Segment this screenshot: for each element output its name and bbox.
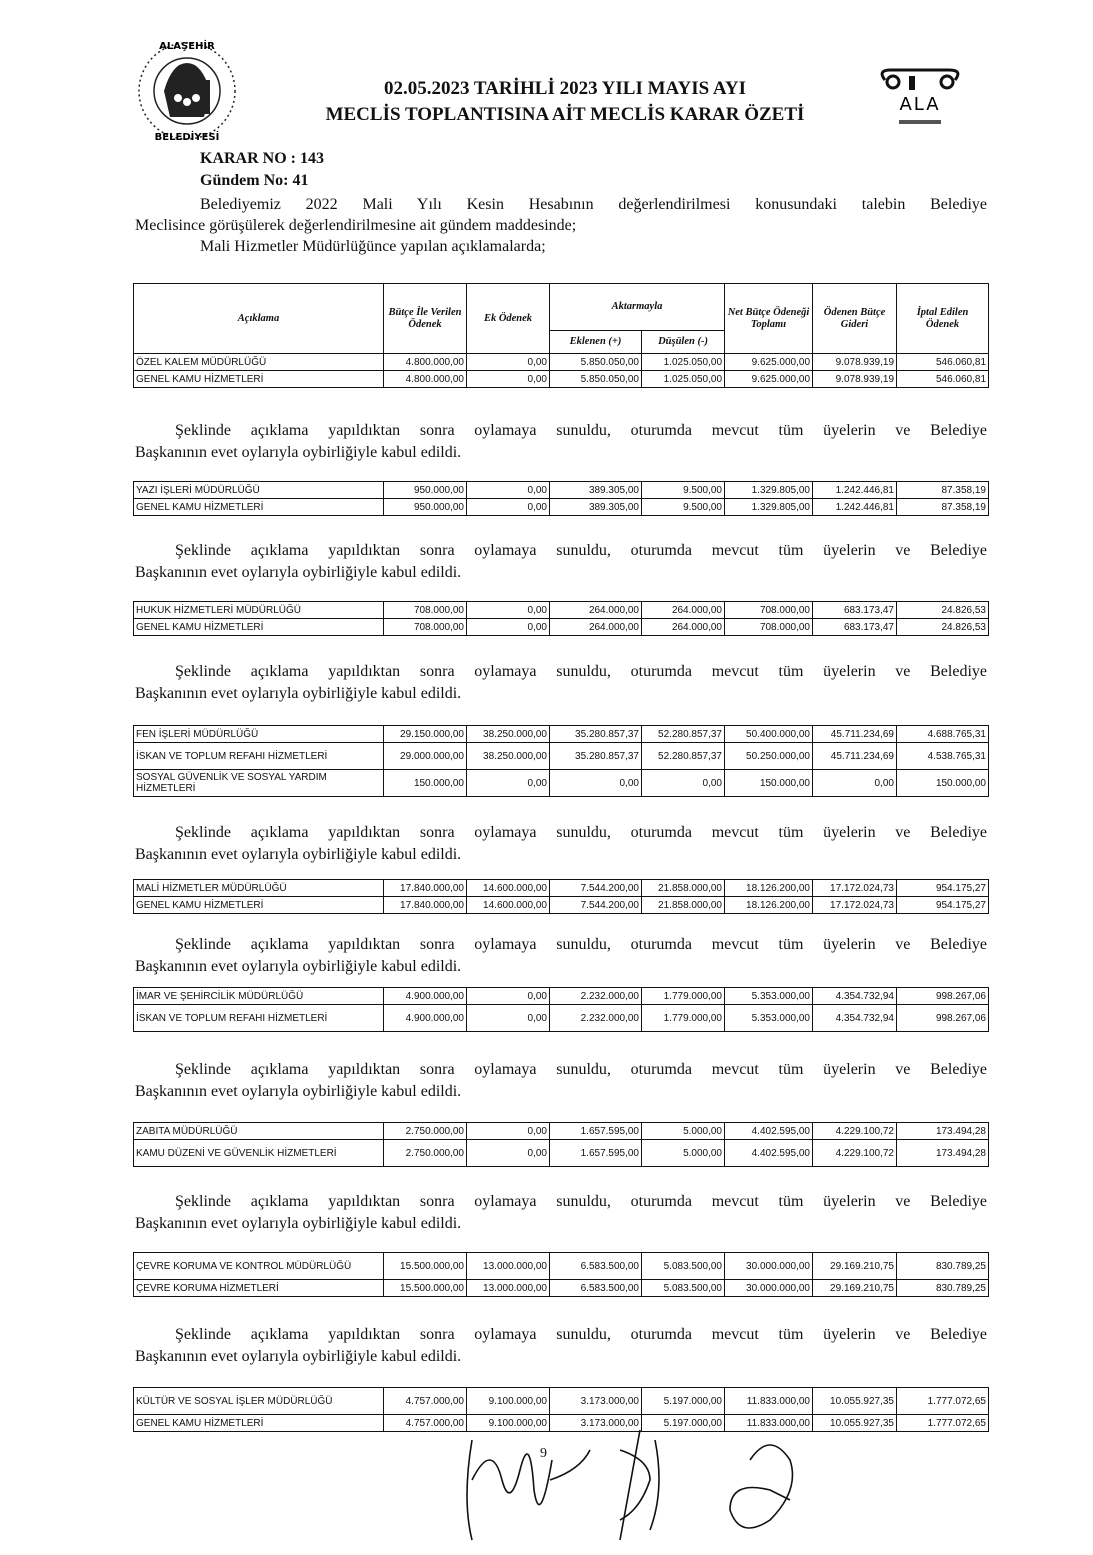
cell-odenen: 4.229.100,72 xyxy=(813,1140,897,1167)
header-butce: Bütçe İle Verilen Ödenek xyxy=(384,284,467,354)
budget-table-5 xyxy=(133,879,989,914)
cell-odenen: 10.055.927,35 xyxy=(813,1415,897,1432)
cell-iptal: 954.175,27 xyxy=(897,880,989,897)
vote-result-text xyxy=(135,661,987,705)
cell-dusulen: 52.280.857,37 xyxy=(642,743,725,770)
karar-no: KARAR NO : 143 xyxy=(200,150,324,167)
row-label: SOSYAL GÜVENLİK VE SOSYAL YARDIM HİZMETLERİ xyxy=(134,770,384,797)
cell-net: 11.833.000,00 xyxy=(725,1388,813,1415)
cell-butce: 29.000.000,00 xyxy=(384,743,467,770)
cell-eklenen: 7.544.200,00 xyxy=(550,897,642,914)
cell-butce: 4.800.000,00 xyxy=(384,371,467,388)
cell-iptal: 87.358,19 xyxy=(897,482,989,499)
cell-dusulen: 1.025.050,00 xyxy=(642,354,725,371)
cell-butce: 708.000,00 xyxy=(384,619,467,636)
cell-iptal: 4.538.765,31 xyxy=(897,743,989,770)
cell-ek: 0,00 xyxy=(467,988,550,1005)
cell-eklenen: 35.280.857,37 xyxy=(550,726,642,743)
cell-iptal: 173.494,28 xyxy=(897,1140,989,1167)
svg-text:BELEDİYESİ: BELEDİYESİ xyxy=(154,132,220,143)
cell-eklenen: 7.544.200,00 xyxy=(550,880,642,897)
table-row xyxy=(134,619,989,636)
cell-butce: 4.900.000,00 xyxy=(384,1005,467,1032)
cell-dusulen: 264.000,00 xyxy=(642,619,725,636)
budget-table-8 xyxy=(133,1252,989,1297)
row-label: GENEL KAMU HİZMETLERİ xyxy=(134,897,384,914)
cell-odenen: 4.354.732,94 xyxy=(813,988,897,1005)
intro-line-2: Meclisince görüşülerek değerlendirilmesine ait gündem maddesinde; xyxy=(135,217,577,234)
cell-net: 11.833.000,00 xyxy=(725,1415,813,1432)
cell-iptal: 546.060,81 xyxy=(897,371,989,388)
cell-eklenen: 6.583.500,00 xyxy=(550,1253,642,1280)
cell-net: 150.000,00 xyxy=(725,770,813,797)
ala-logo xyxy=(875,66,965,132)
cell-butce: 15.500.000,00 xyxy=(384,1253,467,1280)
header-aciklama: Açıklama xyxy=(134,284,384,354)
table-row xyxy=(134,1253,989,1280)
cell-eklenen: 389.305,00 xyxy=(550,499,642,516)
cell-butce: 4.757.000,00 xyxy=(384,1415,467,1432)
cell-eklenen: 6.583.500,00 xyxy=(550,1280,642,1297)
vote-line-2: Başkanının evet oylarıyla oybirliğiyle kabul edildi. xyxy=(135,1215,462,1232)
cell-ek: 0,00 xyxy=(467,1140,550,1167)
cell-eklenen: 3.173.000,00 xyxy=(550,1388,642,1415)
vote-line-1: Şeklinde açıklama yapıldıktan sonra oylamaya sunuldu, oturumda mevcut tüm üyelerin ve Belediye xyxy=(175,936,987,953)
cell-odenen: 45.711.234,69 xyxy=(813,743,897,770)
cell-dusulen: 5.000,00 xyxy=(642,1140,725,1167)
cell-odenen: 683.173,47 xyxy=(813,602,897,619)
row-label: İMAR VE ŞEHİRCİLİK MÜDÜRLÜĞÜ xyxy=(134,988,384,1005)
cell-iptal: 24.826,53 xyxy=(897,619,989,636)
vote-line-2: Başkanının evet oylarıyla oybirliğiyle kabul edildi. xyxy=(135,1083,462,1100)
budget-table-4 xyxy=(133,725,989,797)
svg-text:ALAŞEHİR: ALAŞEHİR xyxy=(159,41,215,52)
cell-iptal: 546.060,81 xyxy=(897,354,989,371)
cell-net: 4.402.595,00 xyxy=(725,1140,813,1167)
cell-butce: 2.750.000,00 xyxy=(384,1140,467,1167)
cell-net: 708.000,00 xyxy=(725,619,813,636)
cell-dusulen: 1.025.050,00 xyxy=(642,371,725,388)
cell-odenen: 17.172.024,73 xyxy=(813,897,897,914)
row-label: GENEL KAMU HİZMETLERİ xyxy=(134,499,384,516)
vote-line-1: Şeklinde açıklama yapıldıktan sonra oylamaya sunuldu, oturumda mevcut tüm üyelerin ve Belediye xyxy=(175,422,987,439)
cell-iptal: 830.789,25 xyxy=(897,1280,989,1297)
row-label: ÇEVRE KORUMA HİZMETLERİ xyxy=(134,1280,384,1297)
cell-odenen: 17.172.024,73 xyxy=(813,880,897,897)
vote-line-1: Şeklinde açıklama yapıldıktan sonra oylamaya sunuldu, oturumda mevcut tüm üyelerin ve Belediye xyxy=(175,542,987,559)
cell-iptal: 830.789,25 xyxy=(897,1253,989,1280)
cell-odenen: 1.242.446,81 xyxy=(813,499,897,516)
vote-result-text xyxy=(135,934,987,978)
cell-iptal: 150.000,00 xyxy=(897,770,989,797)
budget-table-1 xyxy=(133,283,989,388)
cell-dusulen: 21.858.000,00 xyxy=(642,880,725,897)
row-label: GENEL KAMU HİZMETLERİ xyxy=(134,371,384,388)
cell-dusulen: 1.779.000,00 xyxy=(642,1005,725,1032)
cell-eklenen: 5.850.050,00 xyxy=(550,371,642,388)
cell-dusulen: 5.197.000,00 xyxy=(642,1388,725,1415)
cell-butce: 29.150.000,00 xyxy=(384,726,467,743)
vote-line-1: Şeklinde açıklama yapıldıktan sonra oylamaya sunuldu, oturumda mevcut tüm üyelerin ve Belediye xyxy=(175,663,987,680)
row-label: ÇEVRE KORUMA VE KONTROL MÜDÜRLÜĞÜ xyxy=(134,1253,384,1280)
cell-net: 1.329.805,00 xyxy=(725,482,813,499)
cell-dusulen: 0,00 xyxy=(642,770,725,797)
cell-dusulen: 52.280.857,37 xyxy=(642,726,725,743)
cell-eklenen: 264.000,00 xyxy=(550,619,642,636)
cell-ek: 38.250.000,00 xyxy=(467,743,550,770)
cell-net: 5.353.000,00 xyxy=(725,988,813,1005)
vote-line-2: Başkanının evet oylarıyla oybirliğiyle kabul edildi. xyxy=(135,444,462,461)
table-row xyxy=(134,1388,989,1415)
row-label: ÖZEL KALEM MÜDÜRLÜĞÜ xyxy=(134,354,384,371)
cell-iptal: 998.267,06 xyxy=(897,1005,989,1032)
budget-table-3 xyxy=(133,601,989,636)
cell-dusulen: 5.197.000,00 xyxy=(642,1415,725,1432)
cell-ek: 9.100.000,00 xyxy=(467,1388,550,1415)
header-aktarmayla: Aktarmayla xyxy=(550,284,725,331)
cell-eklenen: 264.000,00 xyxy=(550,602,642,619)
cell-eklenen: 3.173.000,00 xyxy=(550,1415,642,1432)
table-row xyxy=(134,726,989,743)
cell-dusulen: 9.500,00 xyxy=(642,482,725,499)
cell-eklenen: 0,00 xyxy=(550,770,642,797)
cell-dusulen: 9.500,00 xyxy=(642,499,725,516)
header-iptal: İptal Edilen Ödenek xyxy=(897,284,989,354)
cell-net: 18.126.200,00 xyxy=(725,880,813,897)
cell-butce: 2.750.000,00 xyxy=(384,1123,467,1140)
vote-line-2: Başkanının evet oylarıyla oybirliğiyle kabul edildi. xyxy=(135,958,462,975)
page-title xyxy=(250,76,880,128)
cell-odenen: 10.055.927,35 xyxy=(813,1388,897,1415)
cell-dusulen: 264.000,00 xyxy=(642,602,725,619)
vote-result-text xyxy=(135,822,987,866)
intro-line-3: Mali Hizmetler Müdürlüğünce yapılan açıklamalarda; xyxy=(200,238,546,255)
cell-iptal: 1.777.072,65 xyxy=(897,1388,989,1415)
cell-net: 18.126.200,00 xyxy=(725,897,813,914)
gundem-no: Gündem No: 41 xyxy=(200,172,309,189)
municipality-seal-logo xyxy=(134,36,240,146)
cell-net: 708.000,00 xyxy=(725,602,813,619)
cell-iptal: 87.358,19 xyxy=(897,499,989,516)
signatures xyxy=(450,1420,830,1550)
cell-eklenen: 5.850.050,00 xyxy=(550,354,642,371)
row-label: ZABITA MÜDÜRLÜĞÜ xyxy=(134,1123,384,1140)
cell-odenen: 45.711.234,69 xyxy=(813,726,897,743)
cell-net: 30.000.000,00 xyxy=(725,1280,813,1297)
cell-ek: 14.600.000,00 xyxy=(467,880,550,897)
cell-odenen: 9.078.939,19 xyxy=(813,354,897,371)
cell-ek: 0,00 xyxy=(467,1005,550,1032)
vote-line-1: Şeklinde açıklama yapıldıktan sonra oylamaya sunuldu, oturumda mevcut tüm üyelerin ve Belediye xyxy=(175,1193,987,1210)
cell-ek: 0,00 xyxy=(467,371,550,388)
title-line-2: MECLİS TOPLANTISINA AİT MECLİS KARAR ÖZETİ xyxy=(325,104,805,125)
vote-line-1: Şeklinde açıklama yapıldıktan sonra oylamaya sunuldu, oturumda mevcut tüm üyelerin ve Belediye xyxy=(175,824,987,841)
vote-line-2: Başkanının evet oylarıyla oybirliğiyle kabul edildi. xyxy=(135,1348,462,1365)
header-dusulen: Düşülen (-) xyxy=(642,331,725,354)
budget-table-7 xyxy=(133,1122,989,1167)
vote-result-text xyxy=(135,1191,987,1235)
cell-ek: 13.000.000,00 xyxy=(467,1280,550,1297)
row-label: GENEL KAMU HİZMETLERİ xyxy=(134,1415,384,1432)
table-row xyxy=(134,499,989,516)
cell-net: 5.353.000,00 xyxy=(725,1005,813,1032)
cell-butce: 950.000,00 xyxy=(384,499,467,516)
cell-net: 1.329.805,00 xyxy=(725,499,813,516)
table-row xyxy=(134,988,989,1005)
cell-butce: 4.900.000,00 xyxy=(384,988,467,1005)
cell-butce: 17.840.000,00 xyxy=(384,880,467,897)
cell-net: 50.250.000,00 xyxy=(725,743,813,770)
cell-net: 4.402.595,00 xyxy=(725,1123,813,1140)
cell-ek: 0,00 xyxy=(467,354,550,371)
vote-result-text xyxy=(135,1059,987,1103)
table-row xyxy=(134,1005,989,1032)
cell-net: 9.625.000,00 xyxy=(725,354,813,371)
table-row xyxy=(134,897,989,914)
cell-iptal: 173.494,28 xyxy=(897,1123,989,1140)
vote-line-2: Başkanının evet oylarıyla oybirliğiyle kabul edildi. xyxy=(135,685,462,702)
row-label: MALİ HİZMETLER MÜDÜRLÜĞÜ xyxy=(134,880,384,897)
row-label: HUKUK HİZMETLERİ MÜDÜRLÜĞÜ xyxy=(134,602,384,619)
vote-line-1: Şeklinde açıklama yapıldıktan sonra oylamaya sunuldu, oturumda mevcut tüm üyelerin ve Belediye xyxy=(175,1326,987,1343)
cell-net: 50.400.000,00 xyxy=(725,726,813,743)
cell-ek: 38.250.000,00 xyxy=(467,726,550,743)
cell-net: 9.625.000,00 xyxy=(725,371,813,388)
cell-butce: 150.000,00 xyxy=(384,770,467,797)
vote-result-text xyxy=(135,540,987,584)
cell-odenen: 4.354.732,94 xyxy=(813,1005,897,1032)
cell-eklenen: 389.305,00 xyxy=(550,482,642,499)
cell-odenen: 0,00 xyxy=(813,770,897,797)
row-label: GENEL KAMU HİZMETLERİ xyxy=(134,619,384,636)
cell-iptal: 24.826,53 xyxy=(897,602,989,619)
page-number: 9 xyxy=(540,1446,547,1461)
cell-eklenen: 2.232.000,00 xyxy=(550,988,642,1005)
cell-net: 30.000.000,00 xyxy=(725,1253,813,1280)
table-row xyxy=(134,371,989,388)
cell-odenen: 1.242.446,81 xyxy=(813,482,897,499)
vote-line-2: Başkanının evet oylarıyla oybirliğiyle kabul edildi. xyxy=(135,846,462,863)
cell-butce: 950.000,00 xyxy=(384,482,467,499)
svg-text:ALA: ALA xyxy=(899,94,941,115)
cell-ek: 14.600.000,00 xyxy=(467,897,550,914)
row-label: YAZI İŞLERİ MÜDÜRLÜĞÜ xyxy=(134,482,384,499)
cell-butce: 17.840.000,00 xyxy=(384,897,467,914)
cell-butce: 4.757.000,00 xyxy=(384,1388,467,1415)
table-row xyxy=(134,1123,989,1140)
cell-ek: 0,00 xyxy=(467,602,550,619)
vote-line-1: Şeklinde açıklama yapıldıktan sonra oylamaya sunuldu, oturumda mevcut tüm üyelerin ve Belediye xyxy=(175,1061,987,1078)
title-line-1: 02.05.2023 TARİHLİ 2023 YILI MAYIS AYI xyxy=(384,78,746,99)
cell-odenen: 9.078.939,19 xyxy=(813,371,897,388)
cell-odenen: 683.173,47 xyxy=(813,619,897,636)
cell-butce: 708.000,00 xyxy=(384,602,467,619)
header-net: Net Bütçe Ödeneği Toplamı xyxy=(725,284,813,354)
cell-iptal: 1.777.072,65 xyxy=(897,1415,989,1432)
cell-dusulen: 5.083.500,00 xyxy=(642,1280,725,1297)
cell-dusulen: 5.083.500,00 xyxy=(642,1253,725,1280)
cell-odenen: 29.169.210,75 xyxy=(813,1253,897,1280)
cell-eklenen: 1.657.595,00 xyxy=(550,1123,642,1140)
row-label: KÜLTÜR VE SOSYAL İŞLER MÜDÜRLÜĞÜ xyxy=(134,1388,384,1415)
cell-butce: 15.500.000,00 xyxy=(384,1280,467,1297)
cell-iptal: 4.688.765,31 xyxy=(897,726,989,743)
intro-line-1: Belediyemiz 2022 Mali Yılı Kesin Hesabının değerlendirilmesi konusundaki talebin Belediye xyxy=(200,196,987,213)
cell-butce: 4.800.000,00 xyxy=(384,354,467,371)
header-odenen: Ödenen Bütçe Gideri xyxy=(813,284,897,354)
header-eklenen: Eklenen (+) xyxy=(550,331,642,354)
table-row xyxy=(134,770,989,797)
cell-dusulen: 21.858.000,00 xyxy=(642,897,725,914)
table-row xyxy=(134,602,989,619)
row-label: İSKAN VE TOPLUM REFAHI HİZMETLERİ xyxy=(134,1005,384,1032)
cell-iptal: 954.175,27 xyxy=(897,897,989,914)
cell-dusulen: 5.000,00 xyxy=(642,1123,725,1140)
cell-odenen: 29.169.210,75 xyxy=(813,1280,897,1297)
cell-ek: 13.000.000,00 xyxy=(467,1253,550,1280)
cell-ek: 0,00 xyxy=(467,619,550,636)
cell-ek: 0,00 xyxy=(467,1123,550,1140)
row-label: FEN İŞLERİ MÜDÜRLÜĞÜ xyxy=(134,726,384,743)
cell-ek: 0,00 xyxy=(467,482,550,499)
cell-eklenen: 2.232.000,00 xyxy=(550,1005,642,1032)
cell-eklenen: 1.657.595,00 xyxy=(550,1140,642,1167)
vote-result-text xyxy=(135,420,987,464)
table-row xyxy=(134,1140,989,1167)
cell-dusulen: 1.779.000,00 xyxy=(642,988,725,1005)
row-label: KAMU DÜZENİ VE GÜVENLİK HİZMETLERİ xyxy=(134,1140,384,1167)
cell-odenen: 4.229.100,72 xyxy=(813,1123,897,1140)
table-row xyxy=(134,743,989,770)
table-row xyxy=(134,1280,989,1297)
cell-ek: 0,00 xyxy=(467,770,550,797)
header-ek-odenek: Ek Ödenek xyxy=(467,284,550,354)
row-label: İSKAN VE TOPLUM REFAHI HİZMETLERİ xyxy=(134,743,384,770)
budget-table-2 xyxy=(133,481,989,516)
vote-result-text xyxy=(135,1324,987,1368)
vote-line-2: Başkanının evet oylarıyla oybirliğiyle kabul edildi. xyxy=(135,564,462,581)
table-row xyxy=(134,482,989,499)
table-row xyxy=(134,880,989,897)
cell-iptal: 998.267,06 xyxy=(897,988,989,1005)
cell-ek: 9.100.000,00 xyxy=(467,1415,550,1432)
budget-table-6 xyxy=(133,987,989,1032)
cell-ek: 0,00 xyxy=(467,499,550,516)
table-row xyxy=(134,354,989,371)
cell-eklenen: 35.280.857,37 xyxy=(550,743,642,770)
